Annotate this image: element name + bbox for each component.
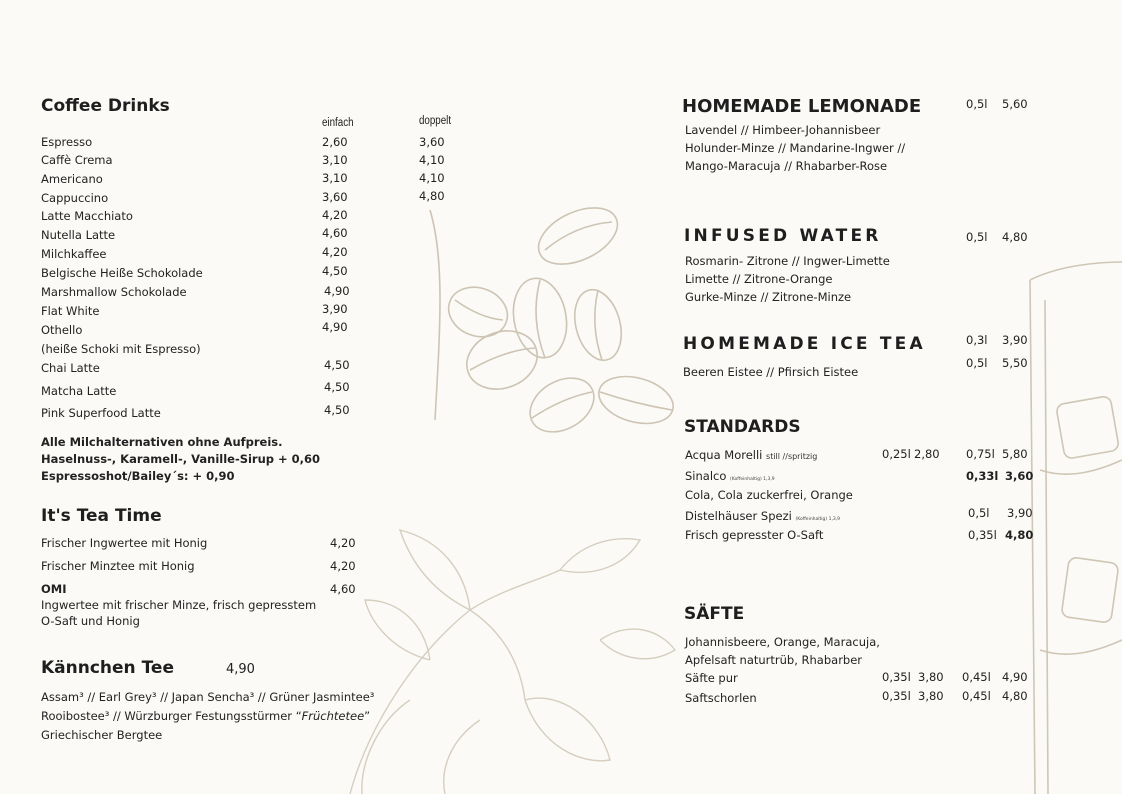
menu-item-price-single: 3,90 [322, 302, 348, 316]
pot-tea-text: ” [364, 709, 371, 723]
lemonade-flavors: Lavendel // Himbeer-Johannisbeer [685, 123, 881, 137]
ice-tea-section-title: HOMEMADE ICE TEA [683, 334, 926, 354]
menu-item-name: Acqua Morelli [685, 448, 763, 462]
juice-price: 4,90 [1002, 670, 1028, 684]
omi-description: Ingwertee mit frischer Minze, frisch gepresstem [41, 598, 317, 612]
tea-section-title: It's Tea Time [41, 506, 162, 526]
lemonade-flavors: Holunder-Minze // Mandarine-Ingwer // [685, 141, 906, 155]
juice-flavors: Johannisbeere, Orange, Maracuja, [685, 635, 880, 649]
lemonade-section-title: HOMEMADE LEMONADE [682, 96, 922, 117]
menu-item-note: still //spritzig [766, 452, 818, 461]
menu-item-name: Marshmallow Schokolade [41, 285, 187, 299]
water-flavors: Limette // Zitrone-Orange [685, 272, 833, 286]
menu-item-description: (heiße Schoki mit Espresso) [41, 342, 201, 356]
menu-item-price: 4,20 [330, 559, 356, 573]
menu-item-price-single: 4,50 [322, 264, 348, 278]
menu-item-name: Distelhäuser Spezi [685, 509, 792, 523]
acqua-price: 5,80 [1002, 447, 1028, 461]
ice-tea-flavors: Beeren Eistee // Pfirsich Eistee [683, 365, 859, 379]
menu-item-name: Pink Superfood Latte [41, 406, 161, 420]
infused-water-section-title: INFUSED WATER [684, 226, 882, 246]
menu-item-name: Matcha Latte [41, 384, 117, 398]
syrup-note: Haselnuss-, Karamell-, Vanille-Sirup + 0,60 [41, 452, 321, 466]
sinalco-price: 3,60 [1005, 469, 1034, 483]
pot-tea-italic: Früchtetee [301, 709, 365, 723]
coffee-beans-illustration [430, 196, 678, 442]
menu-item-price-single: 4,60 [322, 226, 348, 240]
menu-item-name: Cappuccino [41, 191, 109, 205]
menu-item-name: Americano [41, 172, 103, 186]
lemonade-flavors: Mango-Maracuja // Rhabarber-Rose [685, 159, 888, 173]
menu-item-price-single: 4,20 [322, 245, 348, 259]
menu-item-price-double: 4,10 [419, 153, 445, 167]
menu-item-name: Säfte pur [685, 671, 738, 685]
menu-item-name: Espresso [41, 135, 93, 149]
milk-alternative-note: Alle Milchalternativen ohne Aufpreis. [41, 435, 283, 449]
omi-description: O-Saft und Honig [41, 614, 140, 628]
acqua-price: 2,80 [914, 447, 940, 461]
menu-item-price-single: 3,60 [322, 190, 348, 204]
menu-item-name: Caffè Crema [41, 153, 113, 167]
pot-tea-varieties: Griechischer Bergtee [41, 728, 163, 742]
juice-size: 0,45l [962, 670, 991, 684]
acqua-size: 0,75l [966, 447, 995, 461]
water-size: 0,5l [966, 230, 988, 244]
menu-item-price: 4,20 [330, 536, 356, 550]
menu-item-name: OMI [41, 582, 67, 596]
lemonade-price: 5,60 [1002, 97, 1028, 111]
osaft-size: 0,35l [968, 528, 997, 542]
acqua-size: 0,25l [882, 447, 911, 461]
menu-item-price-single: 2,60 [322, 135, 348, 149]
menu-item-name: Milchkaffee [41, 247, 107, 261]
menu-item-name: Belgische Heiße Schokolade [41, 266, 203, 280]
menu-item-price: 4,60 [330, 582, 356, 596]
pot-tea-varieties: Assam³ // Earl Grey³ // Japan Sencha³ // Grüner Jasmintee³ [41, 690, 375, 704]
menu-item-name: Frisch gepresster O-Saft [685, 528, 824, 542]
menu-item-price-single: 3,10 [322, 153, 348, 167]
glass-illustration [1030, 262, 1122, 794]
menu-item-name: Flat White [41, 304, 100, 318]
ice-tea-price: 5,50 [1002, 356, 1028, 370]
sinalco [685, 469, 775, 483]
menu-item-name: Sinalco [685, 469, 727, 483]
menu-item-note: (Koffeinhaltig) 1,3,9 [795, 517, 841, 522]
menu-item-price-single: 4,90 [324, 284, 350, 298]
menu-item-name: Nutella Latte [41, 228, 116, 242]
spezi [685, 509, 840, 523]
ice-tea-price: 3,90 [1002, 333, 1028, 347]
menu-item-price-single: 4,90 [322, 320, 348, 334]
ice-tea-size: 0,5l [966, 356, 988, 370]
espressoshot-note: Espressoshot/Bailey´s: + 0,90 [41, 469, 235, 483]
osaft-price: 4,80 [1005, 528, 1034, 542]
col-head-double: doppelt [419, 115, 452, 127]
pot-tea-text: Rooibostee³ // Würzburger Festungsstürmer “ [41, 709, 302, 723]
juice-price: 4,80 [1002, 689, 1028, 703]
menu-item-name: Chai Latte [41, 361, 100, 375]
tea-leaves-illustration [350, 530, 675, 794]
acqua-morelli [685, 448, 817, 462]
water-price: 4,80 [1002, 230, 1028, 244]
menu-item-note: (Koffeinhaltig) 1,3,9 [730, 477, 775, 482]
menu-item-name: Frischer Minztee mit Honig [41, 559, 195, 573]
pot-tea-price: 4,90 [226, 662, 255, 677]
lemonade-size: 0,5l [966, 97, 988, 111]
standards-section-title: STANDARDS [684, 417, 801, 437]
menu-item-name: Saftschorlen [685, 691, 757, 705]
menu-item-name: Othello [41, 323, 83, 337]
juices-section-title: SÄFTE [684, 604, 745, 624]
menu-item-price-double: 4,10 [419, 171, 445, 185]
pot-tea-section-title: Kännchen Tee [41, 658, 174, 678]
menu-item-name: Latte Macchiato [41, 209, 133, 223]
sinalco-flavors: Cola, Cola zuckerfrei, Orange [685, 488, 853, 502]
juice-size: 0,45l [962, 689, 991, 703]
juice-size: 0,35l [882, 689, 911, 703]
menu-item-price-single: 4,50 [324, 380, 350, 394]
water-flavors: Gurke-Minze // Zitrone-Minze [685, 290, 852, 304]
menu-item-price-single: 4,50 [324, 403, 350, 417]
menu-item-price-single: 4,20 [322, 208, 348, 222]
juice-size: 0,35l [882, 670, 911, 684]
juice-price: 3,80 [918, 670, 944, 684]
menu-item-price-double: 4,80 [419, 189, 445, 203]
col-head-single: einfach [322, 117, 354, 129]
water-flavors: Rosmarin- Zitrone // Ingwer-Limette [685, 254, 890, 268]
menu-item-price-double: 3,60 [419, 135, 445, 149]
juice-price: 3,80 [918, 689, 944, 703]
menu-item-price-single: 3,10 [322, 171, 348, 185]
ice-tea-size: 0,3l [966, 333, 988, 347]
spezi-size: 0,5l [968, 506, 990, 520]
coffee-section-title: Coffee Drinks [41, 96, 170, 116]
menu-item-price-single: 4,50 [324, 358, 350, 372]
menu-item-name: Frischer Ingwertee mit Honig [41, 536, 208, 550]
sinalco-size: 0,33l [966, 469, 999, 483]
juice-flavors: Apfelsaft naturtrüb, Rhabarber [685, 653, 863, 667]
pot-tea-varieties [41, 709, 370, 723]
spezi-price: 3,90 [1007, 506, 1033, 520]
